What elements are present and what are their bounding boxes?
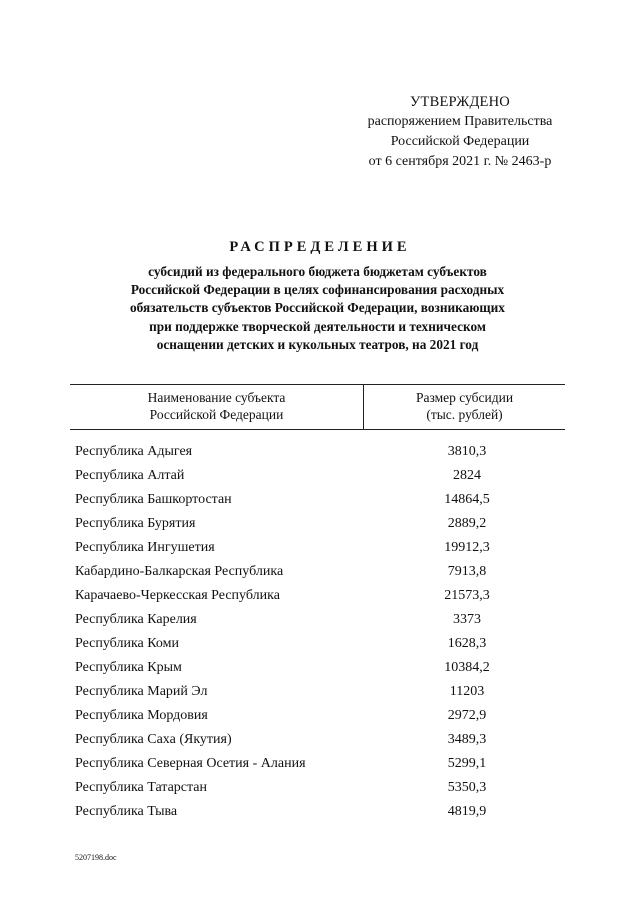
subtitle-line-3: обязательств субъектов Российской Федерации, возникающих [130,300,505,316]
header-amount-line-2: (тыс. рублей) [426,407,503,422]
subsidy-amount-text: 1628,3 [447,636,487,651]
subject-name: Республика Саха (Якутия) [75,732,232,747]
subsidy-amount-text: 10384,2 [444,660,490,675]
subtitle-line-4: при поддержке творческой деятельности и техническом [149,318,486,334]
document-title: РАСПРЕДЕЛЕНИЕ [229,239,411,255]
subject-name: Республика Крым [75,660,182,675]
subtitle-line-2: Российской Федерации в целях софинансирования расходных [130,282,505,298]
subject-name: Кабардино-Балкарская Республика [75,564,284,579]
approval-line-3: от 6 сентября 2021 г. № 2463-р [368,154,552,169]
subsidy-amount-text: 4819,9 [447,804,487,819]
subject-name: Республика Мордовия [75,708,208,723]
file-reference: 5207198.doc [75,853,117,862]
subject-name: Республика Коми [75,636,179,651]
table-row [75,752,570,776]
subtitle-line-5: оснащении детских и кукольных театров, на 2021 год [156,336,479,352]
subject-name: Республика Татарстан [75,780,208,795]
header-subject-line-2: Российской Федерации [149,407,284,422]
subject-name: Республика Карелия [75,612,197,627]
table-row [75,584,570,608]
table-row [75,656,570,680]
approval-line-1: распоряжением Правительства [367,114,553,129]
table-body [75,440,570,824]
header-subject-line-1: Наименование субъекта [147,390,286,405]
table-row [75,728,570,752]
table-row [75,800,570,824]
table-row [75,560,570,584]
table-row [75,488,570,512]
approved-label: УТВЕРЖДЕНО [410,94,510,110]
subsidy-amount-text: 3810,3 [447,444,487,459]
subsidy-amount-text: 7913,8 [447,564,487,579]
subject-name: Республика Башкортостан [75,492,232,507]
subsidy-amount-text: 5299,1 [447,756,487,771]
subject-name: Республика Северная Осетия - Алания [75,756,306,771]
table-row [75,776,570,800]
subsidy-amount-text: 2889,2 [447,516,487,531]
table-row [75,440,570,464]
table-row [75,704,570,728]
subsidy-amount-text: 14864,5 [444,492,490,507]
approval-block [340,92,580,172]
table-header [70,384,565,430]
subsidy-amount-text: 3489,3 [447,732,487,747]
approval-line-2: Российской Федерации [390,134,530,149]
subsidy-amount-text: 11203 [449,684,485,699]
subsidy-amount-text: 2972,9 [447,708,487,723]
subtitle-line-1: субсидий из федерального бюджета бюджетам субъектов [148,264,487,279]
subject-name: Карачаево-Черкесская Республика [75,588,280,603]
header-subject-name [70,389,363,423]
subject-name: Республика Бурятия [75,516,196,531]
table-row [75,512,570,536]
subsidy-amount-text: 3373 [453,612,481,627]
subsidy-amount-text: 2824 [453,468,481,483]
subject-name: Республика Марий Эл [75,684,208,699]
subject-name: Республика Ингушетия [75,540,215,555]
table-row [75,464,570,488]
header-subsidy-amount [364,389,565,423]
subsidy-amount-text: 19912,3 [444,540,490,555]
document-subtitle [70,263,565,354]
subsidy-amount-text: 5350,3 [447,780,487,795]
table-row [75,680,570,704]
table-row [75,632,570,656]
header-amount-line-1: Размер субсидии [415,390,514,405]
subject-name: Республика Алтай [75,468,185,483]
table-row [75,536,570,560]
subject-name: Республика Тыва [75,804,178,819]
subject-name: Республика Адыгея [75,444,193,459]
table-row [75,608,570,632]
subsidy-amount-text: 21573,3 [444,588,490,603]
